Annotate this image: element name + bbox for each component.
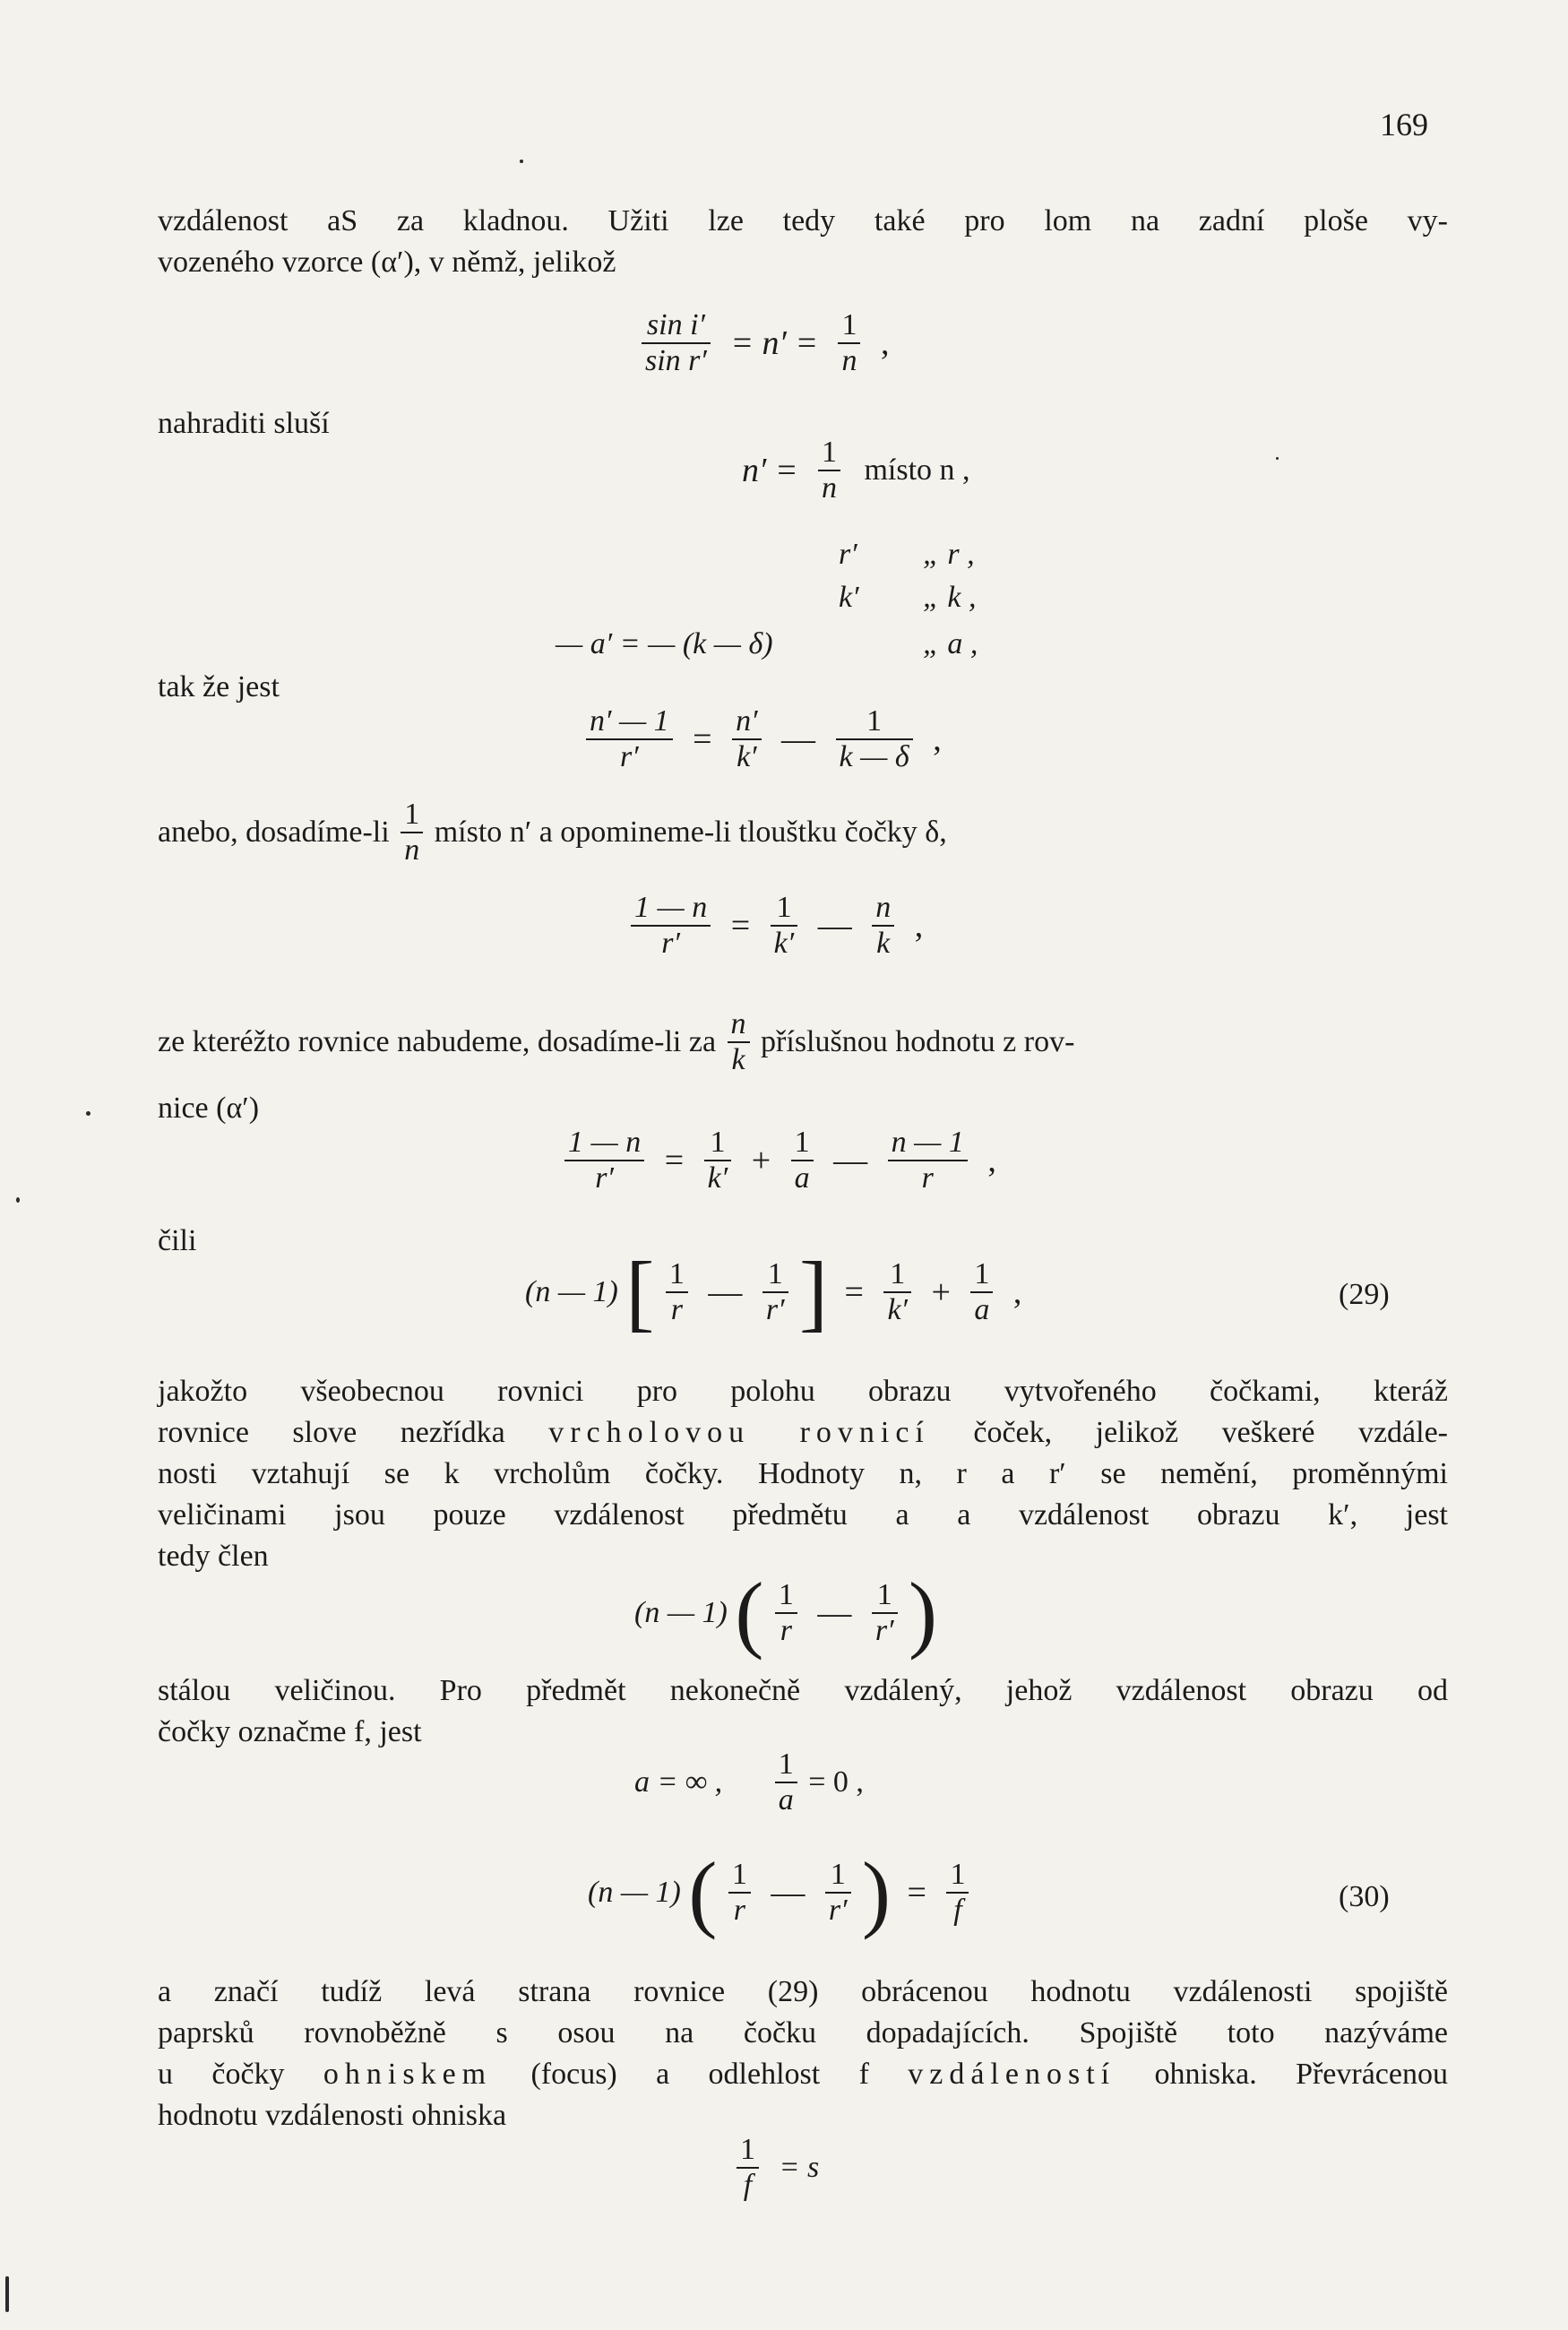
paragraph-line: vozeného vzorce (α′), v němž, jelikož <box>158 246 616 279</box>
equation-infinity: a = ∞ , $\frac{1}{a}$ = 0 , <box>634 1748 864 1817</box>
paragraph-line: vzdálenost aS za kladnou. Užiti lze tedy také pro lom na zadní ploše vy- <box>158 204 1448 237</box>
subst-row-1: n′ = $\frac{1}{n}$ místo n , <box>742 436 970 505</box>
anebo-line: anebo, dosadíme-li $\frac{1}{n}$ místo n′ a opomineme-li tlouštku čočky δ, <box>158 798 947 867</box>
equation-2: $\frac{n' — 1}{r'}$ = $\frac{n'}{k'}$ — $\frac{1}{k — \delta}$ , <box>582 704 951 774</box>
spaced-term: ohniskem <box>323 2058 493 2091</box>
scan-speck <box>1276 457 1279 460</box>
paragraph-line: veličinami jsou pouze vzdálenost předmětu a a vzdálenost obrazu k′, jest <box>158 1498 1448 1532</box>
subst-row-4-right: „ a , <box>923 627 978 660</box>
equation-4: $\frac{1 — n}{r'}$ = $\frac{1}{k'}$ + $\frac{1}{a}$ — $\frac{n — 1}{r}$ , <box>561 1126 1005 1195</box>
label-tak-ze: tak že jest <box>158 670 280 703</box>
label-cili: čili <box>158 1224 197 1257</box>
spaced-term: vzdáleností <box>908 2058 1116 2091</box>
subst-row-3-right: „ k , <box>923 581 977 614</box>
paragraph-line: jakožto všeobecnou rovnici pro polohu obrazu vytvořeného čočkami, kteráž <box>158 1375 1448 1408</box>
scan-speck <box>5 2276 9 2312</box>
equation-number-29: (29) <box>1339 1278 1390 1311</box>
equation-clen: (n — 1) ( $\frac{1}{r}$ — $\frac{1}{r'}$ ) <box>634 1565 937 1661</box>
paragraph-line: hodnotu vzdálenosti ohniska <box>158 2099 507 2132</box>
subst-row-2-left: r′ <box>839 538 857 571</box>
scan-speck <box>520 160 523 163</box>
paragraph-line: tedy člen <box>158 1540 269 1573</box>
label-nahraditi: nahraditi sluší <box>158 407 330 440</box>
equation-29: (n — 1) [ $\frac{1}{r}$ — $\frac{1}{r'}$ ] = $\frac{1}{k'}$ + $\frac{1}{a}$ , <box>525 1244 1022 1340</box>
fraction: $\frac{\text{sin i′}}{\text{sin r′}}$ <box>642 308 711 378</box>
ze-line: ze kteréžto rovnice nabudeme, dosadíme-li za $\frac{n}{k}$ příslušnou hodnotu z rov- <box>158 1007 1075 1076</box>
spaced-term: vrcholovou rovnicí <box>548 1416 930 1449</box>
subst-row-3-left: k′ <box>839 581 859 614</box>
scan-speck <box>16 1197 20 1203</box>
paragraph-line: čočky označme f, jest <box>158 1715 422 1748</box>
paragraph-line: rovnice slove nezřídka vrcholovou rovnicí čoček, jelikož veškeré vzdále- <box>158 1416 1448 1449</box>
scan-speck <box>86 1111 90 1116</box>
paragraph-line: paprsků rovnoběžně s osou na čočku dopadajících. Spojiště toto nazýváme <box>158 2016 1448 2050</box>
subst-row-4-left: — a′ = — (k — δ) <box>556 627 773 660</box>
paragraph-line: u čočky ohniskem (focus) a odlehlost f vzdáleností ohniska. Převrácenou <box>158 2058 1448 2091</box>
equation-last: $\frac{1}{f}$ = s <box>733 2133 819 2203</box>
subst-row-2-right: „ r , <box>923 538 975 571</box>
equation-30: (n — 1) ( $\frac{1}{r}$ — $\frac{1}{r'}$ ) = $\frac{1}{f}$ <box>588 1850 972 1936</box>
paragraph-line: nosti vztahují se k vrcholům čočky. Hodnoty n, r a r′ se nemění, proměnnými <box>158 1457 1448 1490</box>
fraction: $\frac{1}{n}$ <box>838 308 860 378</box>
page-number: 169 <box>1380 107 1428 142</box>
equation-3: $\frac{1 — n}{r'}$ = $\frac{1}{k'}$ — $\frac{n}{k}$ , <box>627 891 932 961</box>
paragraph-line: a značí tudíž levá strana rovnice (29) obrácenou hodnotu vzdálenosti spojiště <box>158 1975 1448 2008</box>
ze-line-2: nice (α′) <box>158 1092 260 1125</box>
equation-sin: $\frac{\text{sin i′}}{\text{sin r′}}$ = n′ = $\frac{1}{n}$ , <box>638 308 898 378</box>
equation-number-30: (30) <box>1339 1880 1390 1913</box>
paragraph-line: stálou veličinou. Pro předmět nekonečně vzdálený, jehož vzdálenost obrazu od <box>158 1674 1448 1707</box>
